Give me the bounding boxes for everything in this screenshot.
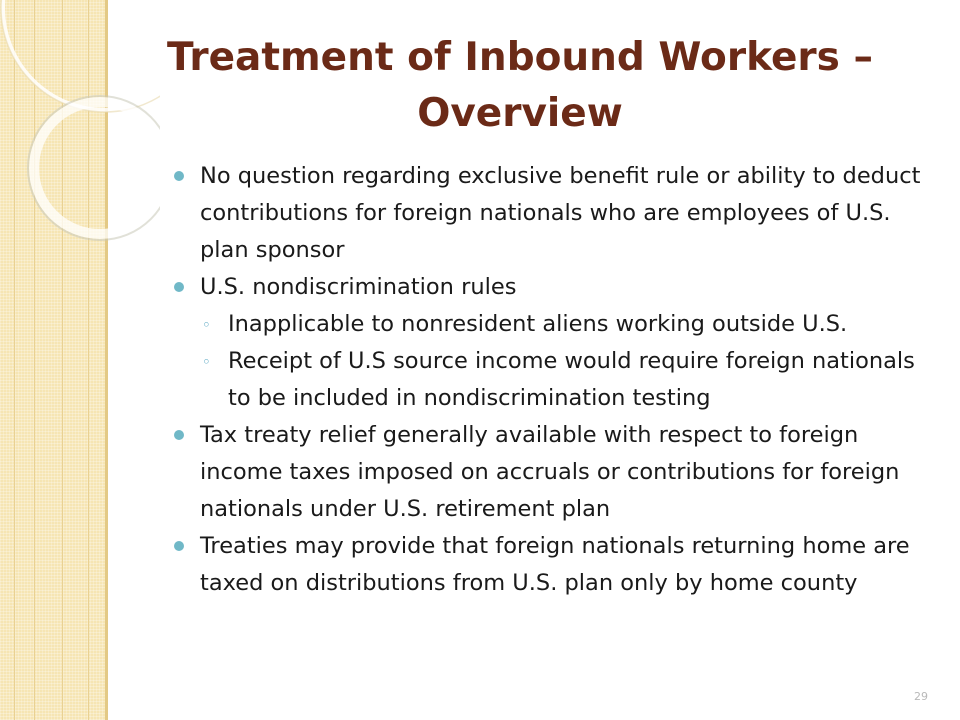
page-number: 29 <box>914 690 928 703</box>
bullet-dot-icon <box>174 430 184 440</box>
bullet-dot-icon <box>174 282 184 292</box>
decorative-sidebar <box>0 0 108 720</box>
sub-bullet-text: Inapplicable to nonresident aliens working outside U.S. <box>228 311 848 337</box>
sub-bullet-item <box>158 306 928 343</box>
slide-title: Treatment of Inbound Workers – Overview <box>167 35 873 136</box>
bullet-item <box>158 158 928 269</box>
sidebar-stripe <box>14 0 15 720</box>
sidebar-stripe <box>62 0 63 720</box>
sub-bullet-ring-icon: ◦ <box>202 353 211 371</box>
bullet-item <box>158 528 928 602</box>
sidebar-stripe <box>34 0 35 720</box>
bullet-text: U.S. nondiscrimination rules <box>200 274 517 300</box>
bullet-dot-icon <box>174 541 184 551</box>
sub-bullet-ring-icon: ◦ <box>202 316 211 334</box>
bullet-list <box>158 158 928 602</box>
bullet-item <box>158 269 928 306</box>
bullet-text: No question regarding exclusive benefit rule or ability to deduct contributions for foreign nationals who are employees of U.S. plan sponsor <box>200 163 921 263</box>
bullet-text: Treaties may provide that foreign nationals returning home are taxed on distributions from U.S. plan only by home county <box>200 533 910 596</box>
bullet-dot-icon <box>174 171 184 181</box>
sub-bullet-text: Receipt of U.S source income would require foreign nationals to be included in nondiscrimination testing <box>228 348 915 411</box>
bullet-text: Tax treaty relief generally available with respect to foreign income taxes imposed on accruals or contributions for foreign nationals under U.S. retirement plan <box>200 422 900 522</box>
sidebar-stripe <box>88 0 89 720</box>
sub-bullet-item <box>158 343 928 417</box>
bullet-item <box>158 417 928 528</box>
